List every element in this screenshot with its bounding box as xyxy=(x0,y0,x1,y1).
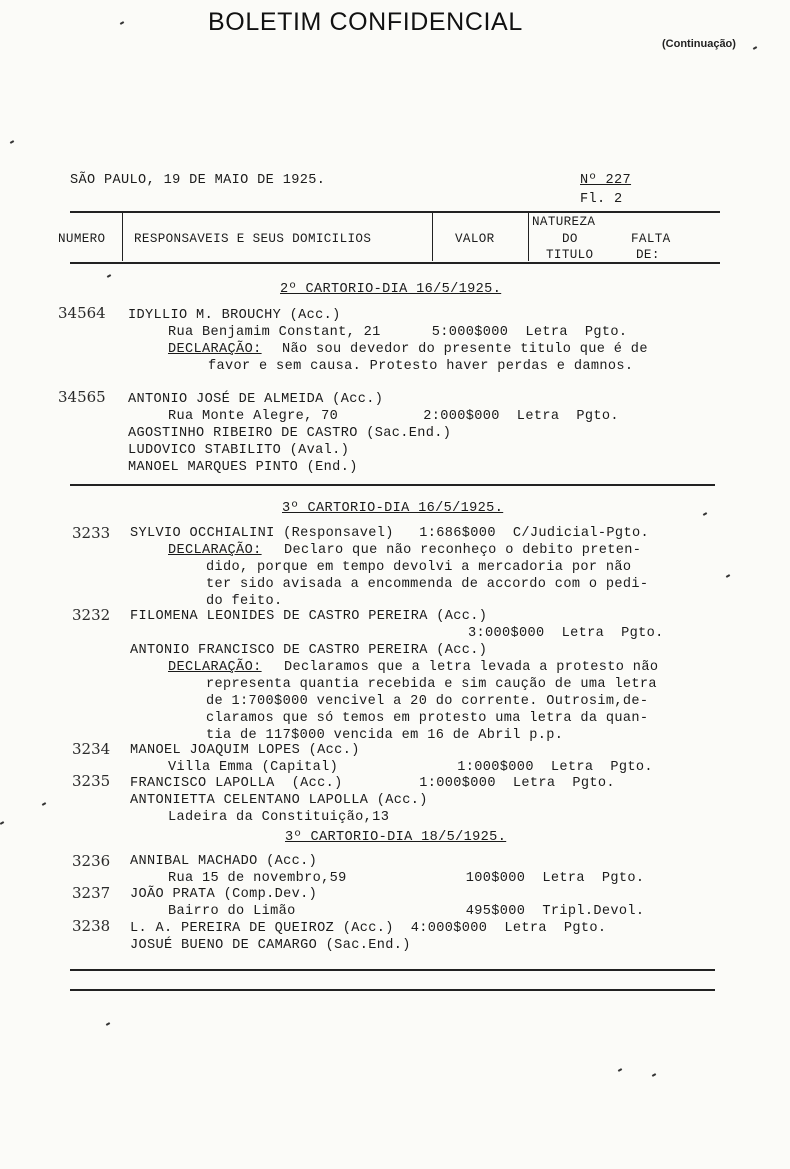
place-date: SÃO PAULO, 19 DE MAIO DE 1925. xyxy=(70,173,326,188)
entry-line: JOÃO PRATA (Comp.Dev.) xyxy=(130,887,318,902)
scan-speck xyxy=(618,1068,622,1072)
header-bottom-rule xyxy=(70,262,720,264)
entry-number: 34564 xyxy=(58,304,106,322)
entry-line: ter sido avisada a encommenda de accordo com o pedi- xyxy=(206,577,649,592)
folio-number: Fl. 2 xyxy=(580,192,623,207)
entry-line: representa quantia recebida e sim caução de uma letra xyxy=(206,677,657,692)
closing-rule xyxy=(70,969,715,971)
entry-line: Rua Benjamim Constant, 21 5:000$000 Letra Pgto. xyxy=(168,325,628,340)
entry-line: LUDOVICO STABILITO (Aval.) xyxy=(128,443,350,458)
col-responsaveis: RESPONSAVEIS E SEUS DOMICILIOS xyxy=(134,232,372,246)
scan-speck xyxy=(726,574,730,578)
col-valor: VALOR xyxy=(455,232,495,246)
entry-line: AGOSTINHO RIBEIRO DE CASTRO (Sac.End.) xyxy=(128,426,452,441)
entry-line: JOSUÉ BUENO DE CAMARGO (Sac.End.) xyxy=(130,938,411,953)
entry-line: Ladeira da Constituição,13 xyxy=(168,810,390,825)
entry-line: Rua Monte Alegre, 70 2:000$000 Letra Pgto. xyxy=(168,409,619,424)
scan-speck xyxy=(10,140,14,144)
declaration-label: DECLARAÇÃO: xyxy=(168,543,262,558)
entry-line: MANOEL JOAQUIM LOPES (Acc.) xyxy=(130,743,360,758)
scan-speck xyxy=(0,821,4,825)
header-top-rule xyxy=(70,211,720,213)
declaration-label: DECLARAÇÃO: xyxy=(168,660,262,675)
entry-line: ANTONIO JOSÉ DE ALMEIDA (Acc.) xyxy=(128,392,384,407)
scan-speck xyxy=(652,1073,656,1077)
entry-line: ANTONIO FRANCISCO DE CASTRO PEREIRA (Acc.) xyxy=(130,643,488,658)
entry-line: SYLVIO OCCHIALINI (Responsavel) 1:686$000 C/Judicial-Pgto. xyxy=(130,526,649,541)
section-heading: 3º CARTORIO-DIA 18/5/1925. xyxy=(285,830,507,845)
scan-speck xyxy=(106,1022,110,1026)
document-title: BOLETIM CONFIDENCIAL xyxy=(208,8,523,36)
entry-line: 3:000$000 Letra Pgto. xyxy=(468,626,664,641)
scan-speck xyxy=(703,512,707,516)
scan-speck xyxy=(107,274,111,278)
entry-line: MANOEL MARQUES PINTO (End.) xyxy=(128,460,358,475)
entry-line: ANTONIETTA CELENTANO LAPOLLA (Acc.) xyxy=(130,793,428,808)
entry-line: IDYLLIO M. BROUCHY (Acc.) xyxy=(128,308,341,323)
section-heading: 2º CARTORIO-DIA 16/5/1925. xyxy=(280,282,502,297)
entry-line: Declaramos que a letra levada a protesto não xyxy=(284,660,659,675)
continuation-note: (Continuação) xyxy=(662,38,736,50)
entry-line: favor e sem causa. Protesto haver perdas e damnos. xyxy=(208,359,634,374)
scan-speck xyxy=(120,21,124,25)
entry-line: tia de 117$000 vencida em 16 de Abril p.p. xyxy=(206,728,564,743)
entry-number: 3234 xyxy=(72,740,111,758)
col-numero: NUMERO xyxy=(58,232,106,246)
declaration-label: DECLARAÇÃO: xyxy=(168,342,262,357)
entry-line: FILOMENA LEONIDES DE CASTRO PEREIRA (Acc.) xyxy=(130,609,488,624)
entry-number: 3233 xyxy=(72,524,111,542)
section-heading: 3º CARTORIO-DIA 16/5/1925. xyxy=(282,501,504,516)
entry-line: FRANCISCO LAPOLLA (Acc.) 1:000$000 Letra Pgto. xyxy=(130,776,615,791)
col-falta-2: DE: xyxy=(636,248,660,262)
entry-line: Não sou devedor do presente titulo que é de xyxy=(282,342,648,357)
section-separator xyxy=(70,484,715,486)
entry-number: 3232 xyxy=(72,606,111,624)
closing-rule xyxy=(70,989,715,991)
entry-number: 3237 xyxy=(72,884,111,902)
col-natureza-3: TITULO xyxy=(546,248,594,262)
col-natureza-1: NATUREZA xyxy=(532,215,596,229)
entry-number: 3238 xyxy=(72,917,111,935)
entry-line: do feito. xyxy=(206,594,283,609)
entry-line: dido, porque em tempo devolvi a mercadoria por não xyxy=(206,560,632,575)
entry-line: L. A. PEREIRA DE QUEIROZ (Acc.) 4:000$000 Letra Pgto. xyxy=(130,921,607,936)
entry-line: Villa Emma (Capital) 1:000$000 Letra Pgto. xyxy=(168,760,653,775)
scan-speck xyxy=(42,802,46,806)
entry-number: 3236 xyxy=(72,852,111,870)
entry-number: 3235 xyxy=(72,772,111,790)
column-divider xyxy=(432,213,433,261)
column-divider xyxy=(122,213,123,261)
entry-number: 34565 xyxy=(58,388,106,406)
entry-line: Rua 15 de novembro,59 100$000 Letra Pgto. xyxy=(168,871,645,886)
entry-line: Bairro do Limão 495$000 Tripl.Devol. xyxy=(168,904,645,919)
entry-line: ANNIBAL MACHADO (Acc.) xyxy=(130,854,318,869)
col-natureza-2: DO xyxy=(562,232,578,246)
col-falta-1: FALTA xyxy=(631,232,671,246)
entry-line: claramos que só temos em protesto uma letra da quan- xyxy=(206,711,649,726)
bulletin-number: Nº 227 xyxy=(580,173,632,188)
entry-line: de 1:700$000 vencivel a 20 do corrente. Outrosim,de- xyxy=(206,694,649,709)
scan-speck xyxy=(753,46,757,50)
entry-line: Declaro que não reconheço o debito preten- xyxy=(284,543,642,558)
column-divider xyxy=(528,213,529,261)
